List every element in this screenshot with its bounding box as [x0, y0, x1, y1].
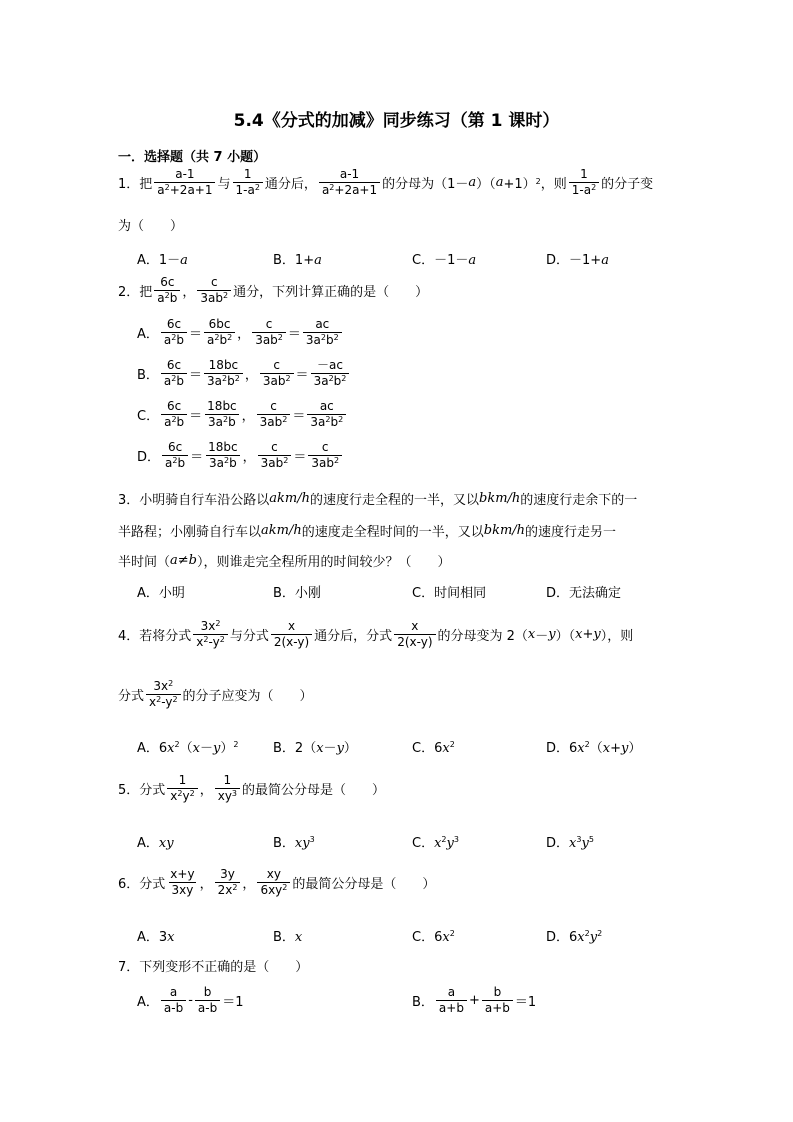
option-c[interactable]: C．$6x^2$ — [412, 740, 455, 756]
question-2-option-a[interactable]: A． $\frac{6c}{a^2b}$ ＝ $\frac{6bc}{a^2b^2}$ ， $\frac{c}{3ab^2}$ ＝ $\frac{ac}{3a^2b^2}$ — [137, 318, 344, 346]
fraction: $\frac{c}{3ab^2}$ — [197, 276, 231, 304]
fraction: $\frac{6c}{a^2b}$ — [154, 276, 180, 304]
question-2-stem: 2． 把 $\frac{6c}{a^2b}$ ， $\frac{c}{3ab^2}$ 通分，下列计算正确的是（ ） — [118, 275, 429, 305]
question-6-stem: 6． 分式 $\frac{x+y}{3xy}$ ， $\frac{3y}{2x^2}$ ， $\frac{xy}{6xy^2}$ 的最简公分母是（ ） — [118, 867, 436, 897]
option-a[interactable]: A．$6x^2(x-y)^2$ — [137, 740, 239, 756]
option-c[interactable]: C．$x^2y^3$ — [412, 835, 459, 851]
option-b[interactable]: B．2（x－y） — [273, 741, 357, 756]
question-4-line-2: 分式 $\frac{3x^2}{x^2-y^2}$ 的分子应变为（ ） — [118, 679, 313, 709]
fraction: $\frac{1}{1-a^2}$ — [569, 168, 599, 196]
option-d[interactable]: D．$x^3y^5$ — [546, 835, 594, 851]
option-b[interactable]: B．$xy^3$ — [273, 835, 315, 851]
fraction: $\frac{a-1}{a^2+2a+1}$ — [154, 168, 215, 196]
option-d[interactable]: D．－1+a — [546, 253, 609, 268]
option-a[interactable]: A．小明 — [137, 586, 185, 601]
question-2-option-d[interactable]: D． $\frac{6c}{a^2b}$ ＝ $\frac{18bc}{3a^2b}$ ， $\frac{c}{3ab^2}$ ＝ $\frac{c}{3ab^2}$ — [137, 441, 344, 469]
question-5-stem: 5． 分式 $\frac{1}{x^2y^2}$ ， $\frac{1}{xy^3}$ 的最简公分母是（ ） — [118, 773, 386, 803]
option-a[interactable]: A．1－a — [137, 253, 188, 268]
question-3-line-3: 半时间（ a≠b ），则谁走完全程所用的时间较少？（ ） — [118, 553, 451, 570]
option-c[interactable]: C．时间相同 — [412, 586, 487, 601]
question-3-line-2: 半路程；小刚骑自行车以 akm/h 的速度走全程时间的一半，又以 bkm/h 的速度行走另一 — [118, 523, 617, 540]
question-1-line-1: 1． 把 $\frac{a-1}{a^2+2a+1}$ 与 $\frac{1}{1-a^2}$ 通分后， $\frac{a-1}{a^2+2a+1}$ 的分母为（1－ a ）（ a +1） 2 ，则 $\frac{1}{1-a^2}$ 的分子变 — [118, 167, 654, 197]
fraction: $\frac{1}{1-a^2}$ — [233, 168, 263, 196]
option-c[interactable]: C．－1－a — [412, 253, 477, 268]
option-d[interactable]: D．无法确定 — [546, 586, 622, 601]
option-b[interactable]: B．1+a — [273, 253, 322, 268]
section-heading: 一．选择题（共 7 小题） — [118, 150, 267, 165]
question-7-stem: 7．下列变形不正确的是（ ） — [118, 960, 309, 975]
question-1-line-2: 为（ ） — [118, 219, 184, 234]
question-7-option-b[interactable]: B． $\frac{a}{a+b}$ + $\frac{b}{a+b}$ ＝1 — [412, 985, 537, 1015]
question-2-option-b[interactable]: B． $\frac{6c}{a^2b}$ ＝ $\frac{18bc}{3a^2b^2}$ ， $\frac{c}{3ab^2}$ ＝ $\frac{-ac}{3a^2b^2}$ — [137, 359, 351, 387]
option-d[interactable]: D．$6x^2y^2$ — [546, 929, 603, 945]
option-d[interactable]: D．$6x^2(x+y)$ — [546, 740, 642, 756]
option-b[interactable]: B．小刚 — [273, 586, 321, 601]
option-a[interactable]: A．xy — [137, 836, 174, 851]
question-2-option-c[interactable]: C． $\frac{6c}{a^2b}$ ＝ $\frac{18bc}{3a^2b}$ ， $\frac{c}{3ab^2}$ ＝ $\frac{ac}{3a^2b^2}$ — [137, 400, 348, 428]
option-c[interactable]: C．$6x^2$ — [412, 929, 455, 945]
option-a[interactable]: A．3x — [137, 930, 175, 945]
option-b[interactable]: B．x — [273, 930, 303, 945]
page-title: 5.4《分式的加减》同步练习（第 1 课时） — [233, 111, 560, 131]
fraction: $\frac{a-1}{a^2+2a+1}$ — [319, 168, 380, 196]
question-4-line-1: 4． 若将分式 $\frac{3x^2}{x^2-y^2}$ 与分式 $\frac{x}{2(x-y)}$ 通分后，分式 $\frac{x}{2(x-y)}$ 的分母变为 2（ x － y ）（ x + y ），则 — [118, 619, 634, 649]
question-7-option-a[interactable]: A． $\frac{a}{a-b}$ - $\frac{b}{a-b}$ ＝1 — [137, 985, 244, 1015]
question-3-line-1: 3．小明骑自行车沿公路以 akm/h 的速度行走全程的一半，又以 bkm/h 的速度行走余下的一 — [118, 491, 638, 508]
